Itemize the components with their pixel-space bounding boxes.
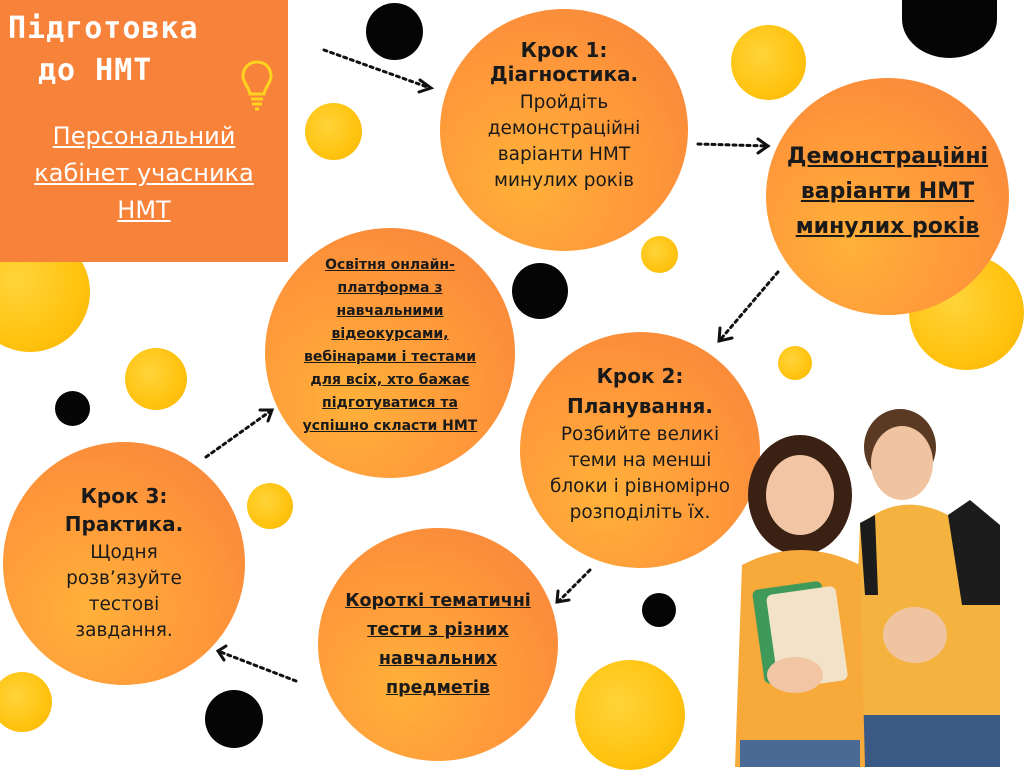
step1-title: Крок 1: [520, 38, 608, 62]
dotted-arrow-icon [719, 272, 778, 341]
platform-link[interactable]: Освітня онлайн-платформа з навчальними відеокурсами, вебінарами і тестами для всіх, хто бажає підготуватися та успішно скласти НМТ [302, 257, 478, 434]
personal-account-link[interactable]: Персональний кабінет учасника НМТ [34, 122, 254, 224]
dotted-arrow-icon [206, 410, 272, 457]
page-title-line2: до НМТ [38, 53, 153, 88]
step2-title: Крок 2: [596, 364, 684, 388]
demo-variants-link[interactable]: Демонстраційні варіанти НМТ минулих років [786, 144, 989, 239]
step1-text: Пройдіть демонстраційні варіанти НМТ минулих років [487, 92, 641, 191]
step1-subtitle: Діагностика. [489, 62, 639, 86]
page-title-line1: Підготовка [8, 11, 199, 46]
thematic-tests-link[interactable]: Короткі тематичні тести з різних навчальних предметів [345, 590, 531, 698]
step3-title: Крок 3: [80, 483, 168, 508]
step3-text: Щодня розв’язуйте тестові завдання. [66, 541, 182, 641]
step2-subtitle: Планування. [567, 394, 713, 418]
dotted-arrow-icon [324, 50, 431, 92]
step3-subtitle: Практика. [64, 511, 184, 536]
dotted-arrow-icon [557, 570, 590, 602]
step2-text: Розбийте великі теми на менші блоки і рівномірно розподіліть їх. [549, 424, 731, 523]
dotted-arrow-icon [698, 139, 768, 153]
dotted-arrow-icon [218, 646, 296, 681]
